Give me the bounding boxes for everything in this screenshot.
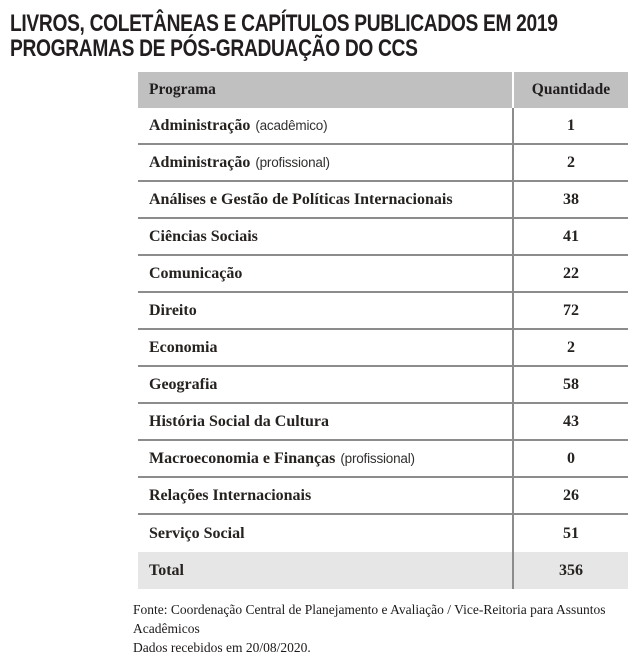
table-row [138, 182, 628, 219]
quantity-cell: 51 [512, 515, 628, 552]
program-name: Administração [149, 116, 251, 134]
program-cell [138, 145, 512, 180]
program-suffix: (profissional) [255, 155, 330, 170]
page-title-line1: LIVROS, COLETÂNEAS E CAPÍTULOS PUBLICADOS EM 2019 [10, 10, 558, 37]
program-name: Economia [149, 338, 218, 356]
program-name: Relações Internacionais [149, 486, 312, 504]
table-body [138, 108, 628, 552]
data-received-note: Dados recebidos em 20/08/2020. [133, 640, 311, 655]
program-cell [138, 182, 512, 217]
publications-table [138, 72, 628, 589]
quantity-cell: 58 [512, 367, 628, 402]
program-cell [138, 515, 512, 552]
table-row [138, 367, 628, 404]
source-note [133, 601, 633, 658]
program-name: Análises e Gestão de Políticas Internacionais [149, 190, 453, 208]
quantity-cell: 22 [512, 256, 628, 291]
quantity-cell: 0 [512, 441, 628, 476]
table-row [138, 330, 628, 367]
program-cell [138, 256, 512, 291]
quantity-cell: 38 [512, 182, 628, 217]
program-cell [138, 293, 512, 328]
table-row [138, 256, 628, 293]
program-name: Direito [149, 301, 197, 319]
quantity-cell: 26 [512, 478, 628, 513]
column-header-quantidade [514, 72, 628, 108]
program-cell [138, 404, 512, 439]
quantity-cell: 1 [512, 108, 628, 143]
program-cell [138, 108, 512, 143]
program-cell [138, 219, 512, 254]
source-note-line2: Acadêmicos [133, 620, 200, 636]
program-name: Comunicação [149, 264, 243, 282]
table-row [138, 145, 628, 182]
quantity-cell: 2 [512, 330, 628, 365]
total-label-cell [138, 552, 512, 589]
total-label: Total [149, 561, 184, 579]
quantity-cell: 72 [512, 293, 628, 328]
table-row [138, 441, 628, 478]
program-cell [138, 441, 512, 476]
program-name: Geografia [149, 375, 218, 393]
program-name: Serviço Social [149, 524, 245, 542]
quantity-cell: 41 [512, 219, 628, 254]
column-header-quantidade-label: Quantidade [531, 81, 611, 98]
program-name: Administração [149, 153, 251, 171]
program-suffix: (profissional) [340, 451, 415, 466]
column-header-programa [138, 72, 512, 108]
table-row [138, 404, 628, 441]
quantity-cell: 43 [512, 404, 628, 439]
program-name: História Social da Cultura [149, 412, 330, 430]
program-name: Ciências Sociais [149, 227, 258, 245]
program-name: Macroeconomia e Finanças [149, 449, 336, 467]
program-cell [138, 367, 512, 402]
program-suffix: (acadêmico) [255, 118, 328, 133]
column-header-programa-label: Programa [149, 81, 216, 98]
source-note-line1: Fonte: Coordenação Central de Planejamento e Avaliação / Vice-Reitoria para Assuntos [133, 602, 606, 617]
total-row [138, 552, 628, 589]
table-row [138, 108, 628, 145]
page-title [10, 12, 558, 61]
table-row [138, 219, 628, 256]
program-cell [138, 478, 512, 513]
table-row [138, 478, 628, 515]
page-title-line2: PROGRAMAS DE PÓS-GRADUAÇÃO DO CCS [10, 34, 418, 62]
table-row [138, 515, 628, 552]
quantity-cell: 2 [512, 145, 628, 180]
total-value: 356 [512, 552, 628, 589]
table-row [138, 293, 628, 330]
table-header-row [138, 72, 628, 108]
program-cell [138, 330, 512, 365]
